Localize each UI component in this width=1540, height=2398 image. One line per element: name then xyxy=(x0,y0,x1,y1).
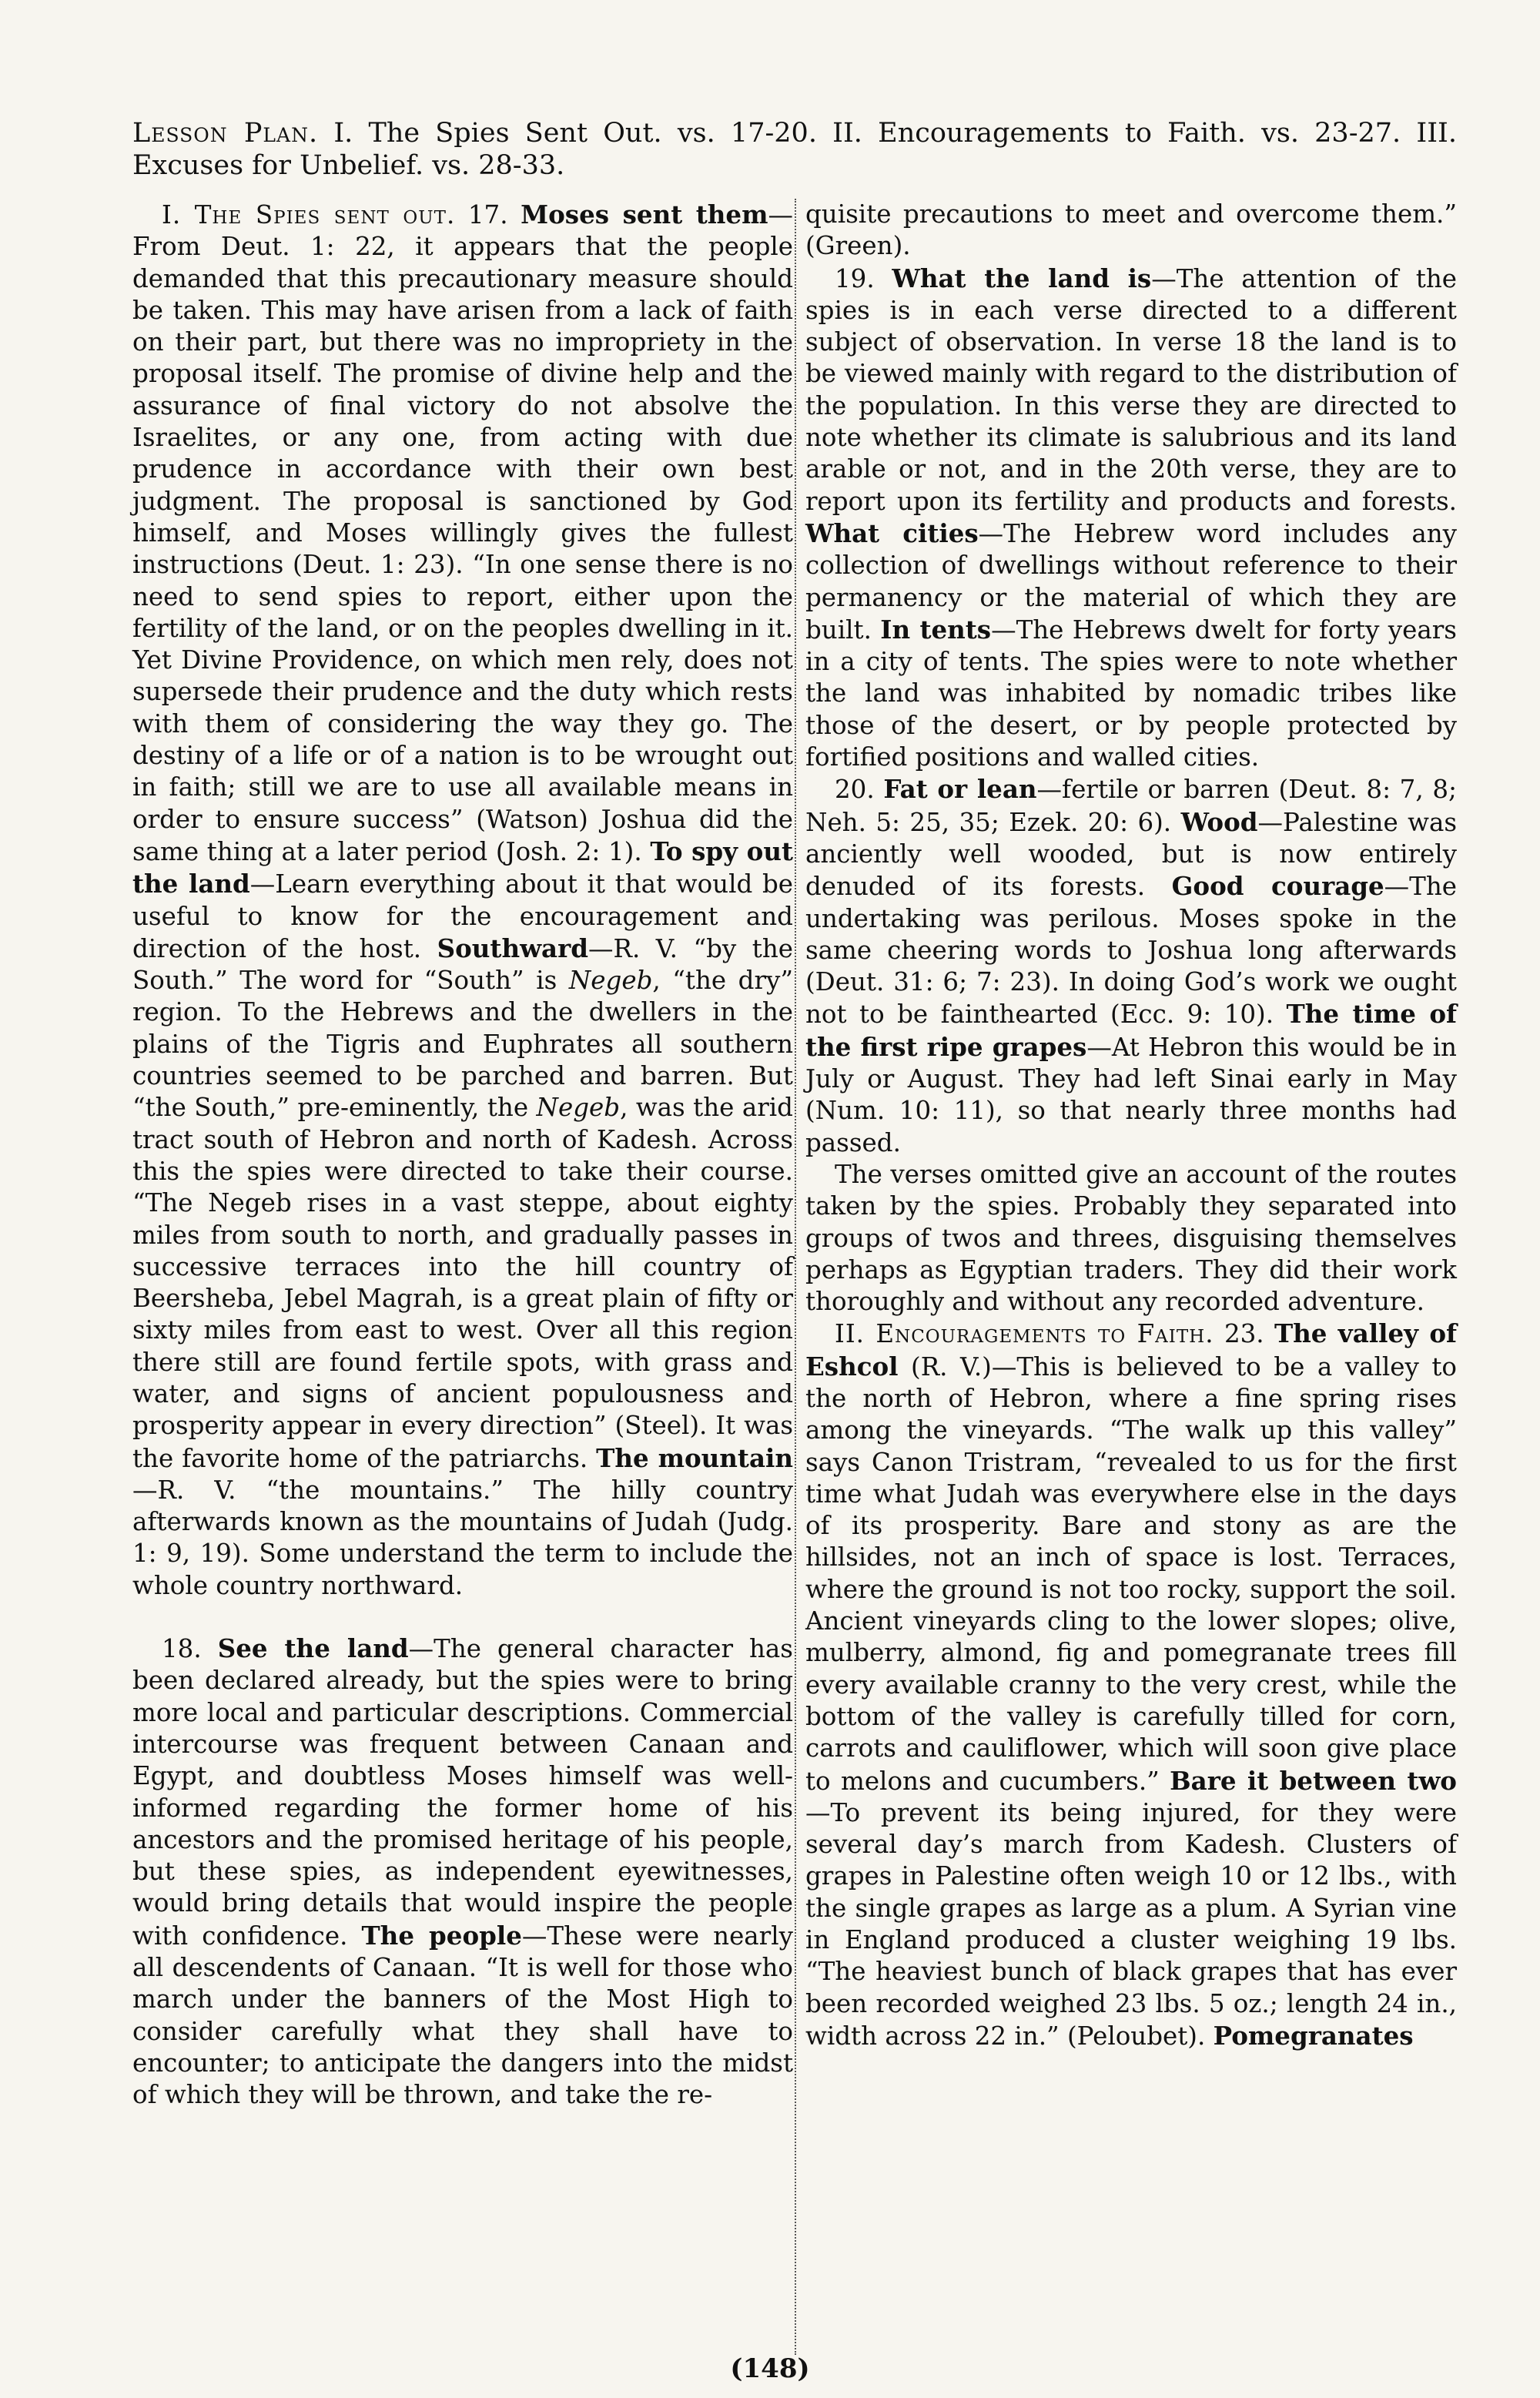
commentary-text: —These were nearly all descendents of Canaan. “It is well for those who march under the banners of the Most High to consider carefully what they shall have to encounter; to anticipate the dangers into the midst of which they will be thrown, and take the re- xyxy=(132,1921,793,2110)
italic-term: Negeb xyxy=(568,966,653,996)
commentary-text: , “the dry” region. To the Hebrews and the dwellers in the plains of the Tigris and Euphrates all southern countries seemed to be parched and barren. But “the South,” pre-eminently, the xyxy=(132,966,793,1123)
commentary-text: —The undertaking was perilous. Moses spoke in the same cheering words to Joshua long afterwards (Deut. 31: 6; 7: 23). In doing God’s work we ought not to be fainthearted (Ecc. 9: 10). xyxy=(805,872,1457,1030)
headword: Bare it between two xyxy=(1170,1765,1457,1796)
column-divider xyxy=(795,199,796,2355)
headword: Fat or lean xyxy=(883,774,1037,805)
headword: The mountain xyxy=(596,1442,793,1473)
commentary-text: (R. V.)—This is believed to be a valley to the north of Hebron, where a fine spring rises among the vineyards. “The walk up this valley” says Canon Tristram, “revealed to us for the first time what Judah was everywhere else in the days of its prosperity. Bare and stony as are the hillsides, not an inch of space is lost. Terraces, where the ground is not too rocky, support the soil. Ancient vineyards cling to the lower slopes; olive, mulberry, almond, fig and pomegranate trees fill every available cranny to the very crest, while the bottom of the valley is carefully tilled for corn, carrots and cauliflower, which will soon give place to melons and cucumbers.” xyxy=(805,1351,1457,1796)
headword: Good courage xyxy=(1171,871,1384,902)
lesson-plan xyxy=(132,117,1457,182)
paragraph-verse-17 xyxy=(132,199,793,1602)
commentary-text: , was the arid tract south of Hebron and north of Kadesh. Across this the spies were directed to take their course. “The Negeb rises in a vast steppe, about eighty miles from south to north, and gradually passes in successive terraces into the hill country of Beersheba, Jebel Magrah, is a great plain of fifty or sixty miles from east to west. Over all this region there still are found fertile spots, with grass and water, and signs of ancient populousness and prosperity appear in every direction” (Steel). It was the favorite home of the patriarchs. xyxy=(132,1093,793,1473)
commentary-text: —R. V. “by the South.” The word for “South” is xyxy=(132,933,793,996)
commentary-text: —The attention of the spies is in each verse directed to a different subject of observation. In verse 18 the land is to be viewed mainly with regard to the distribution of the population. In this verse they are directed to note whether its climate is salubrious and its land arable or not, and in the 20th verse, they are to report upon its fertility and products and forests. xyxy=(805,263,1457,516)
commentary-text: —The general character has been declared already, but the spies were to bring more local and particular descriptions. Commercial intercourse was frequent between Canaan and Egypt, and doubtless Moses himself was well-informed regarding the former home of his ancestors and the promised heritage of his people, but these spies, as independent eyewitnesses, would bring details that would inspire the people with confidence. xyxy=(132,1634,793,1951)
paragraph-omitted-verses: The verses omitted give an account of the routes taken by the spies. Probably they separated into groups of twos and threes, disguising themselves perhaps as Egyptian traders. They did their work thoroughly and without any recorded adventure. xyxy=(805,1159,1457,1317)
headword: In tents xyxy=(880,614,992,645)
commentary-text: —fertile or barren (Deut. 8: 7, 8; Neh. 5: 25, 35; Ezek. 20: 6). xyxy=(805,775,1457,837)
commentary-text: —Palestine was anciently well wooded, but is now entirely denuded of its forests. xyxy=(805,807,1457,902)
section-heading-encouragements: II. Encouragements to Faith. xyxy=(835,1319,1214,1349)
section-heading-spies-sent-out: I. The Spies sent out. xyxy=(162,200,456,229)
paragraph-verse-20 xyxy=(805,773,1457,1159)
headword: Wood xyxy=(1180,806,1258,837)
commentary-text: —To prevent its being injured, for they were several day’s march from Kadesh. Clusters of grapes in Palestine often weigh 10 or 12 lbs., with the single grapes as large as a plum. A Syrian vine in England produced a cluster weighing 19 lbs. “The heaviest bunch of black grapes that has ever been recorded weighed 23 lbs. 5 oz.; length 24 in., width across 22 in.” (Peloubet). xyxy=(805,1797,1457,2051)
headword: What the land is xyxy=(892,263,1152,293)
headword: The valley of Eshcol xyxy=(805,1318,1457,1382)
page-number: (148) xyxy=(730,2353,810,2384)
verse-number: 23. xyxy=(1224,1319,1264,1349)
commentary-text: —Learn everything about it that would be useful to know for the encouragement and direction of the host. xyxy=(132,869,793,963)
headword: Pomegranates xyxy=(1213,2020,1414,2051)
commentary-text: —The Hebrew word includes any collection of dwellings without reference to their permanency or the material of which they are built. xyxy=(805,518,1457,645)
verse-number: 19. xyxy=(835,263,875,293)
headword: The people xyxy=(361,1920,522,1951)
headword: To spy out the land xyxy=(132,836,793,899)
headword: See the land xyxy=(217,1633,409,1664)
lesson-plan-label: Lesson Plan. xyxy=(132,118,319,149)
verse-number: 18. xyxy=(162,1634,202,1664)
commentary-text: —R. V. “the mountains.” The hilly country afterwards known as the mountains of Judah (Judg. 1: 9, 19). Some understand the term to include the whole country northward. xyxy=(132,1475,793,1600)
italic-term: Negeb xyxy=(536,1093,621,1123)
verse-number: 17. xyxy=(467,200,508,229)
paragraph-verse-18 xyxy=(132,1633,793,2111)
commentary-text: —From Deut. 1: 22, it appears that the people demanded that this precautionary measure should be taken. This may have arisen from a lack of faith on their part, but there was no impropriety in the proposal itself. The promise of divine help and the assurance of final victory do not absolve the Israelites, or any one, from acting with due prudence in accordance with their own best judgment. The proposal is sanctioned by God himself, and Moses willingly gives the fullest instructions (Deut. 1: 23). “In one sense there is no need to send spies to report, either upon the fertility of the land, or on the peoples dwelling in it. Yet Divine Providence, on which men rely, does not supersede their prudence and the duty which rests with them of considering the way they go. The destiny of a life or of a nation is to be wrought out in faith; still we are to use all available means in order to ensure success” (Watson) Joshua did the same thing at a later period (Josh. 2: 1). xyxy=(132,200,793,866)
right-column xyxy=(805,199,1457,2052)
headword: What cities xyxy=(805,517,979,548)
commentary-text: —At Hebron this would be in July or August. They had left Sinai early in May (Num. 10: 11), so that nearly three months had passed. xyxy=(805,1032,1457,1157)
verse-number: 20. xyxy=(835,775,875,805)
left-column xyxy=(132,199,793,2112)
headword: Southward xyxy=(437,933,588,963)
headword: The time of the first ripe grapes xyxy=(805,999,1458,1062)
paragraph-verse-19 xyxy=(805,263,1457,774)
lesson-plan-outline: I. The Spies Sent Out. vs. 17-20. II. Encouragements to Faith. vs. 23-27. III. Excuses for Unbelief. vs. 28-33. xyxy=(132,118,1457,181)
paragraph-verse-23 xyxy=(805,1318,1457,2052)
commentary-text: —The Hebrews dwelt for forty years in a city of tents. The spies were to note whether the land was inhabited by nomadic tribes like those of the desert, or by people protected by fortified positions and walled cities. xyxy=(805,615,1457,772)
paragraph-continuation: quisite precautions to meet and overcome them.” (Green). xyxy=(805,199,1457,261)
headword: Moses sent them xyxy=(521,199,768,229)
